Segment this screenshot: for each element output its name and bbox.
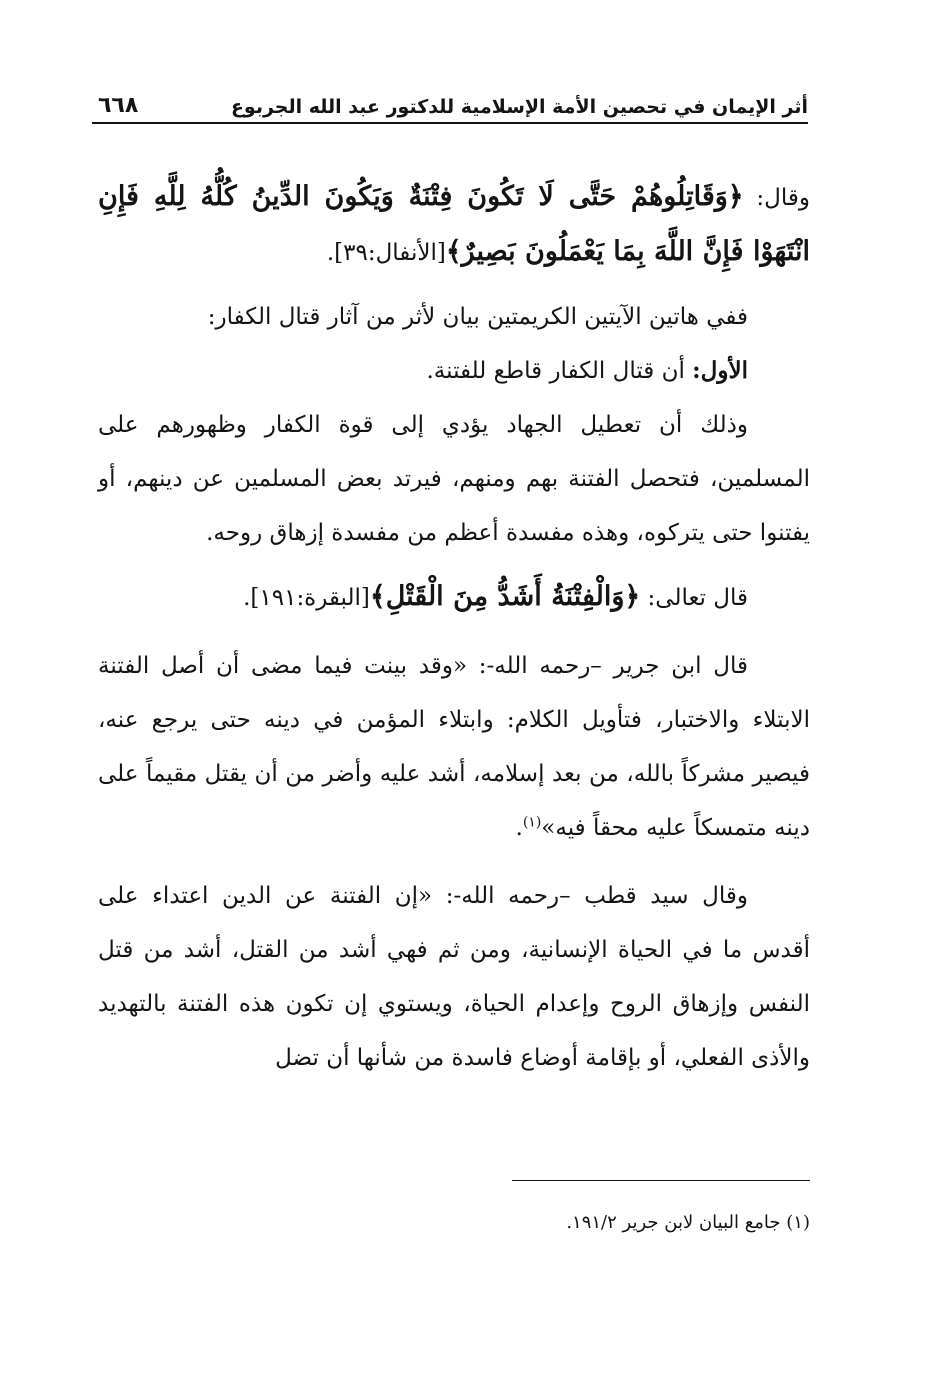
quote-text: قال ابن جرير –رحمه الله-: «وقد بينت فيما مضى أن أصل الفتنة الابتلاء والاختبار، فتأويل الكلام: وابتلاء المؤمن في دينه حتى يرجع عنه، فيصير مشركاً بالله، من بعد إسلامه، أشد عليه وأضر من أن يقتل مقيماً على دينه متمسكاً عليه محقاً فيه»	[98, 653, 810, 841]
paragraph-sayyid-qutb-quote: وقال سيد قطب –رحمه الله-: «إن الفتنة عن الدين اعتداء على أقدس ما في الحياة الإنسانية، ومن ثم فهي أشد من القتل، أشد من قتل النفس وإزهاق الروح وإعدام الحياة، ويستوي إن تكون هذه الفتنة بالتهديد والأذى الفعلي، أو بإقامة أوضاع فاسدة من شأنها أن تضل	[98, 883, 810, 1071]
paragraph-verse-baqarah	[98, 570, 810, 625]
verse-reference-baqarah: [البقرة:١٩١].	[243, 585, 370, 611]
quran-verse-baqarah: ﴿وَالْفِتْنَةُ أَشَدُّ مِنَ الْقَتْلِ﴾	[369, 581, 641, 612]
paragraph-ibn-jarir-quote	[98, 639, 810, 855]
verse-intro: قال تعالى:	[640, 585, 748, 611]
footnote: (١) جامع البيان لابن جرير ١٩١/٢.	[566, 1212, 810, 1233]
verse-reference-anfal: [الأنفال:٣٩].	[326, 240, 446, 266]
point-text: أن قتال الكفار قاطع للفتنة.	[426, 358, 693, 384]
point-label: الأول:	[692, 357, 748, 384]
main-text	[98, 170, 810, 1085]
footnote-divider	[512, 1180, 810, 1181]
paragraph-first-point	[98, 344, 810, 398]
verse-intro: وقال:	[743, 185, 810, 211]
paragraph-explanation: وذلك أن تعطيل الجهاد يؤدي إلى قوة الكفار وظهورهم على المسلمين، فتحصل الفتنة بهم ومنهم، فيرتد بعض المسلمين عن دينهم، أو يفتنوا حتى يتركوه، وهذه مفسدة أعظم من مفسدة إزهاق روحه.	[98, 412, 810, 546]
quote-end: .	[515, 815, 523, 841]
paragraph-verse-anfal	[98, 170, 810, 280]
running-header	[92, 84, 808, 124]
footnote-marker[interactable]: (١)	[522, 814, 542, 831]
header-title: أثر الإيمان في تحصين الأمة الإسلامية للدكتور عبد الله الجربوع	[230, 96, 808, 118]
page-number: ٦٦٨	[98, 93, 139, 118]
paragraph-two-verses: ففي هاتين الآيتين الكريمتين بيان لأثر من آثار قتال الكفار:	[207, 304, 748, 330]
quran-verse-anfal: ﴿وَقَاتِلُوهُمْ حَتَّى لَا تَكُونَ فِتْنَةٌ وَيَكُونَ الدِّينُ كُلُّهُ لِلَّهِ فَإِنِ انْتَهَوْا فَإِنَّ اللَّهَ بِمَا يَعْمَلُونَ بَصِيرٌ﴾	[98, 181, 810, 267]
